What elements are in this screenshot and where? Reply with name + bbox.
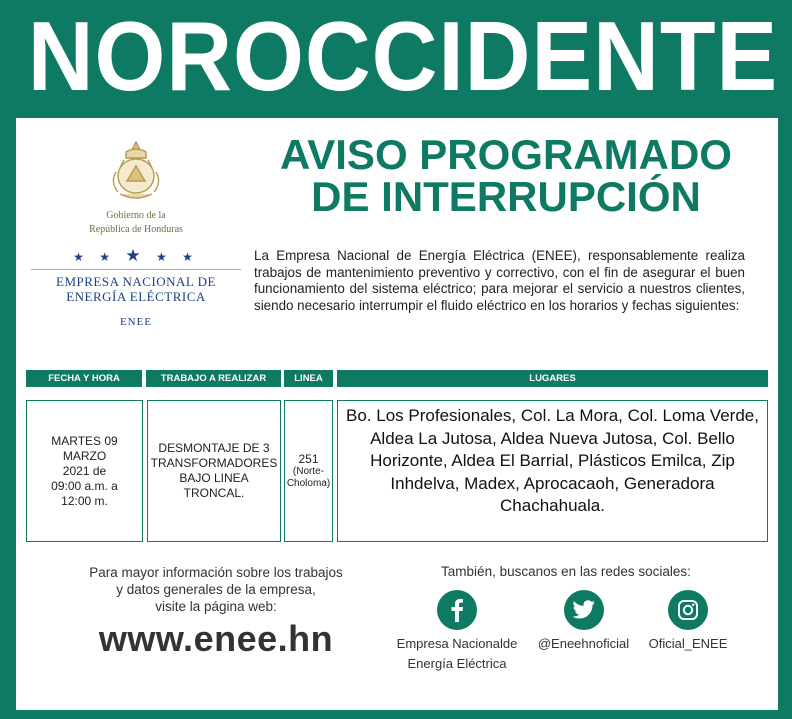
coat-of-arms-icon	[106, 138, 166, 204]
intro-paragraph: La Empresa Nacional de Energía Eléctrica (ENEE), responsablemente realiza trabajos de mantenimiento preventivo y correctivo, con el fin de asegurar el buen funcionamiento del sistema eléctrico; para mejorar el servicio a nuestros clientes, siendo necesario interrumpir el fluido eléctrico en los horarios y fechas siguientes:	[254, 248, 745, 313]
date-line-2: 2021 de	[62, 463, 107, 478]
notice-panel	[16, 118, 778, 710]
line-name-1: (Norte-	[292, 466, 325, 477]
line-name-2: Choloma)	[286, 478, 331, 489]
work-line-1: DESMONTAJE DE 3	[158, 441, 270, 455]
date-line-1: MARTES 09 MARZO	[51, 433, 118, 463]
company-abbreviation: ENEE	[119, 316, 153, 328]
notice-title	[236, 131, 776, 220]
instagram-icon[interactable]	[668, 590, 708, 630]
stars-row	[26, 246, 246, 266]
facebook-link[interactable]	[392, 590, 522, 674]
website-link[interactable]: www.enee.hn	[98, 618, 334, 659]
more-info-line-2: y datos generales de la empresa,	[116, 582, 316, 597]
enee-logo	[26, 138, 246, 328]
instagram-label: Oficial_ENEE	[648, 636, 728, 651]
cell-date	[26, 400, 143, 542]
places-text: Bo. Los Profesionales, Col. La Mora, Col. Loma Verde, Aldea La Jutosa, Aldea Nueva Jutosa, Col. Bello Horizonte, Aldea El Barrial, Plásticos Emilca, Zip Inhdelva, Madex, Aprocacaoh, Generadora Chachahuala.	[346, 406, 759, 515]
line-number: 251	[298, 452, 319, 466]
more-info	[76, 564, 356, 615]
date-line-4: 12:00 m.	[61, 493, 108, 508]
cell-line	[284, 400, 333, 542]
government-line-2: República de Honduras	[89, 224, 183, 235]
work-line-2: TRANSFORMADORES	[150, 456, 278, 470]
government-line-1: Gobierno de la	[106, 210, 166, 221]
header-places: LUGARES	[337, 370, 768, 387]
social-title: También, buscanos en las redes sociales:	[441, 564, 691, 579]
logo-divider	[31, 269, 241, 270]
twitter-icon[interactable]	[564, 590, 604, 630]
facebook-label-1: Empresa Nacionalde	[396, 636, 518, 651]
company-name-line-1: EMPRESA NACIONAL DE	[56, 274, 216, 289]
star-icon: ★	[155, 250, 173, 264]
twitter-label: @Eneehnoficial	[537, 636, 630, 651]
cell-work	[147, 400, 281, 542]
facebook-label-2: Energía Eléctrica	[407, 656, 507, 671]
header-date: FECHA Y HORA	[26, 370, 142, 387]
header-work: TRABAJO A REALIZAR	[146, 370, 281, 387]
instagram-link[interactable]	[642, 590, 734, 654]
more-info-line-1: Para mayor información sobre los trabajos	[89, 565, 343, 580]
company-name-line-2: ENERGÍA ELÉCTRICA	[66, 289, 206, 304]
star-icon: ★	[99, 250, 117, 264]
star-icon: ★	[73, 250, 90, 264]
more-info-line-3: visite la página web:	[155, 599, 277, 614]
work-line-3: BAJO LINEA	[179, 471, 249, 485]
facebook-icon[interactable]	[437, 590, 477, 630]
header-line: LINEA	[284, 370, 333, 387]
title-line-1: AVISO PROGRAMADO	[280, 131, 732, 178]
date-line-3: 09:00 a.m. a	[51, 478, 118, 493]
title-line-2: DE INTERRUPCIÓN	[311, 173, 701, 220]
star-icon: ★	[182, 250, 199, 264]
star-icon: ★	[125, 246, 147, 265]
region-banner: NOROCCIDENTE	[27, 1, 779, 111]
twitter-link[interactable]	[526, 590, 641, 654]
work-line-4: TRONCAL.	[183, 486, 245, 500]
cell-places	[337, 400, 768, 542]
